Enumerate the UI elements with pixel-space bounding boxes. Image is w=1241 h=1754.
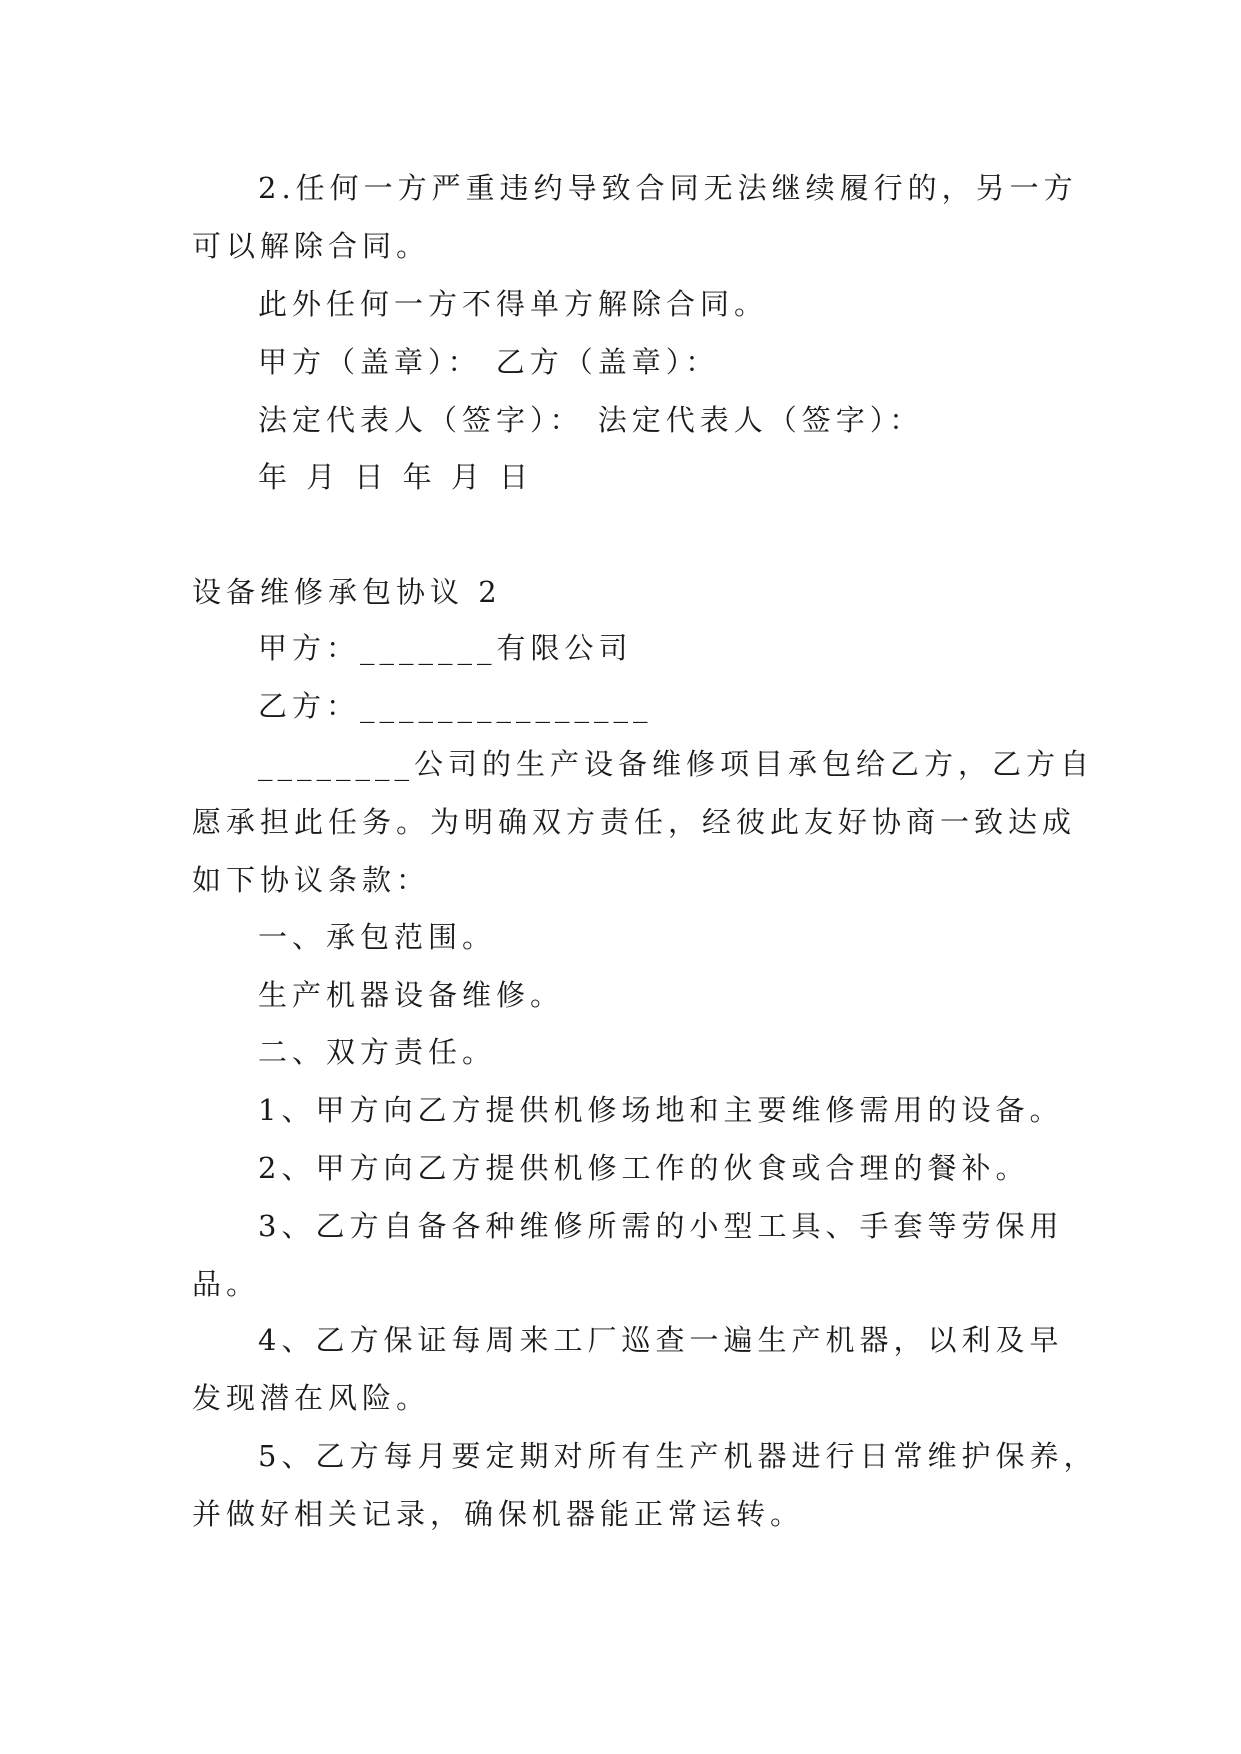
duty-5-line-1: 5、乙方每月要定期对所有生产机器进行日常维护保养，	[258, 1439, 1098, 1473]
representative-signature-line: 法定代表人（签字）： 法定代表人（签字）：	[258, 403, 924, 437]
duty-5-line-2: 并做好相关记录，确保机器能正常运转。	[192, 1497, 805, 1531]
duty-4-line-2: 发现潜在风险。	[192, 1381, 431, 1415]
duty-4-line-1: 4、乙方保证每周来工厂巡查一遍生产机器，以利及早	[258, 1323, 1064, 1357]
duty-3-line-2: 品。	[192, 1267, 261, 1301]
party-b-line: 乙方：_______________	[258, 689, 653, 723]
duty-3-line-1: 3、乙方自备各种维修所需的小型工具、手套等劳保用	[258, 1209, 1064, 1243]
duty-2: 2、甲方向乙方提供机修工作的伙食或合理的餐补。	[258, 1151, 1030, 1185]
duty-1: 1、甲方向乙方提供机修场地和主要维修需用的设备。	[258, 1093, 1064, 1127]
intro-line-2: 愿承担此任务。为明确双方责任，经彼此友好协商一致达成	[192, 805, 1077, 839]
scope-heading: 一、承包范围。	[258, 920, 497, 954]
clause-2-line-1: 2.任何一方严重违约导致合同无法继续履行的，另一方	[258, 171, 1078, 205]
intro-line-3: 如下协议条款：	[192, 863, 431, 897]
clause-2-line-2: 可以解除合同。	[192, 229, 431, 263]
duties-heading: 二、双方责任。	[258, 1035, 497, 1069]
no-unilateral-termination: 此外任何一方不得单方解除合同。	[258, 287, 769, 321]
intro-line-1: ________公司的生产设备维修项目承包给乙方，乙方自	[258, 747, 1095, 781]
seal-line: 甲方（盖章）： 乙方（盖章）：	[258, 345, 720, 379]
scope-text: 生产机器设备维修。	[258, 978, 565, 1012]
agreement-title: 设备维修承包协议 2	[192, 575, 502, 609]
date-line: 年 月 日 年 月 日	[258, 460, 534, 494]
party-a-line: 甲方：_______有限公司	[258, 631, 633, 665]
